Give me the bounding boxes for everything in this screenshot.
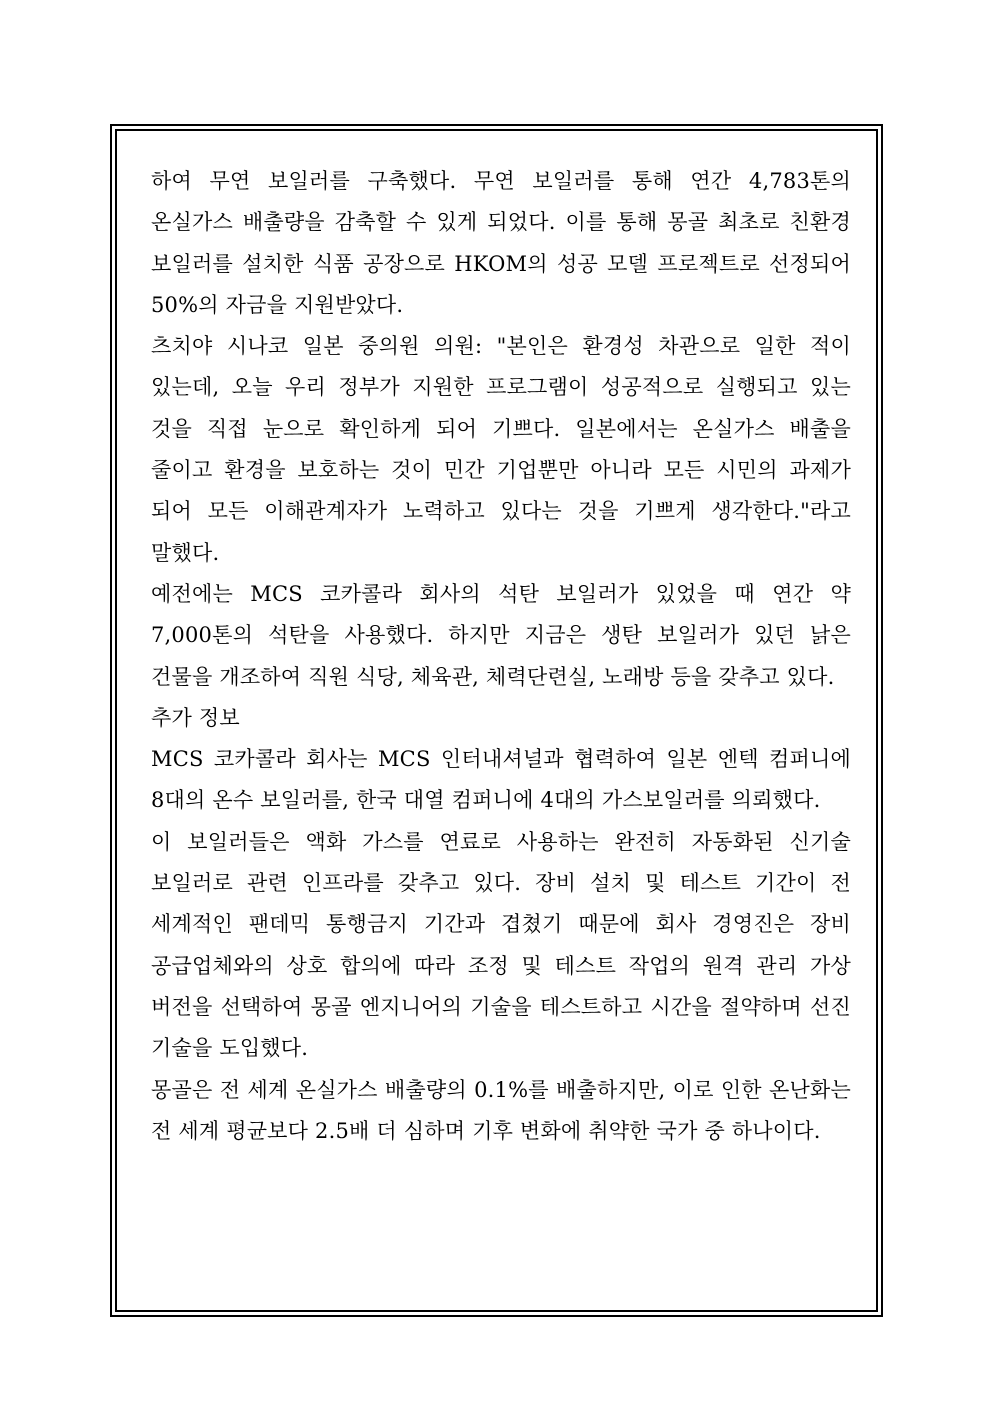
paragraph-boiler-construction: 하여 무연 보일러를 구축했다. 무연 보일러를 통해 연간 4,783톤의 온실가스 배출량을 감축할 수 있게 되었다. 이를 통해 몽골 최초로 친환경 보일러를 설치한 식품 공장으로 HKOM의 성공 모델 프로젝트로 선정되어 50%의 자금을 지원받았다. <box>151 169 851 317</box>
paragraph-boiler-orders: MCS 코카콜라 회사는 MCS 인터내셔널과 협력하여 일본 엔텍 컴퍼니에 8대의 온수 보일러를, 한국 대열 컴퍼니에 4대의 가스보일러를 의뢰했다. <box>151 747 851 813</box>
page-border-outer <box>110 124 883 1317</box>
paragraph-new-technology: 이 보일러들은 액화 가스를 연료로 사용하는 완전히 자동화된 신기술 보일러로 관련 인프라를 갖추고 있다. 장비 설치 및 테스트 기간이 전 세계적인 팬데믹 통행금지 기간과 겹쳤기 때문에 회사 경영진은 장비 공급업체와의 상호 합의에 따라 조정 및 테스트 작업의 원격 관리 가상 버전을 선택하여 몽골 엔지니어의 기술을 테스트하고 시간을 절약하며 선진 기술을 도입했다. <box>151 829 851 1061</box>
paragraph-mongolia-emissions: 몽골은 전 세계 온실가스 배출량의 0.1%를 배출하지만, 이로 인한 온난화는 전 세계 평균보다 2.5배 더 심하며 기후 변화에 취약한 국가 중 하나이다. <box>151 1077 851 1143</box>
page-border-inner <box>115 129 878 1312</box>
paragraph-japanese-mp-quote: 츠치야 시나코 일본 중의원 의원: "본인은 환경성 차관으로 일한 적이 있는데, 오늘 우리 정부가 지원한 프로그램이 성공적으로 실행되고 있는 것을 직접 눈으로 확인하게 되어 기쁘다. 일본에서는 온실가스 배출을 줄이고 환경을 보호하는 것이 민간 기업뿐만 아니라 모든 시민의 과제가 되어 모든 이해관계자가 노력하고 있다는 것을 기쁘게 생각한다."라고 말했다. <box>151 334 851 565</box>
section-heading-additional-info: 추가 정보 <box>151 705 240 730</box>
document-body <box>151 161 851 1152</box>
paragraph-coal-usage: 예전에는 MCS 코카콜라 회사의 석탄 보일러가 있었을 때 연간 약 7,000톤의 석탄을 사용했다. 하지만 지금은 생탄 보일러가 있던 낡은 건물을 개조하여 직원 식당, 체육관, 체력단련실, 노래방 등을 갖추고 있다. <box>151 581 851 689</box>
